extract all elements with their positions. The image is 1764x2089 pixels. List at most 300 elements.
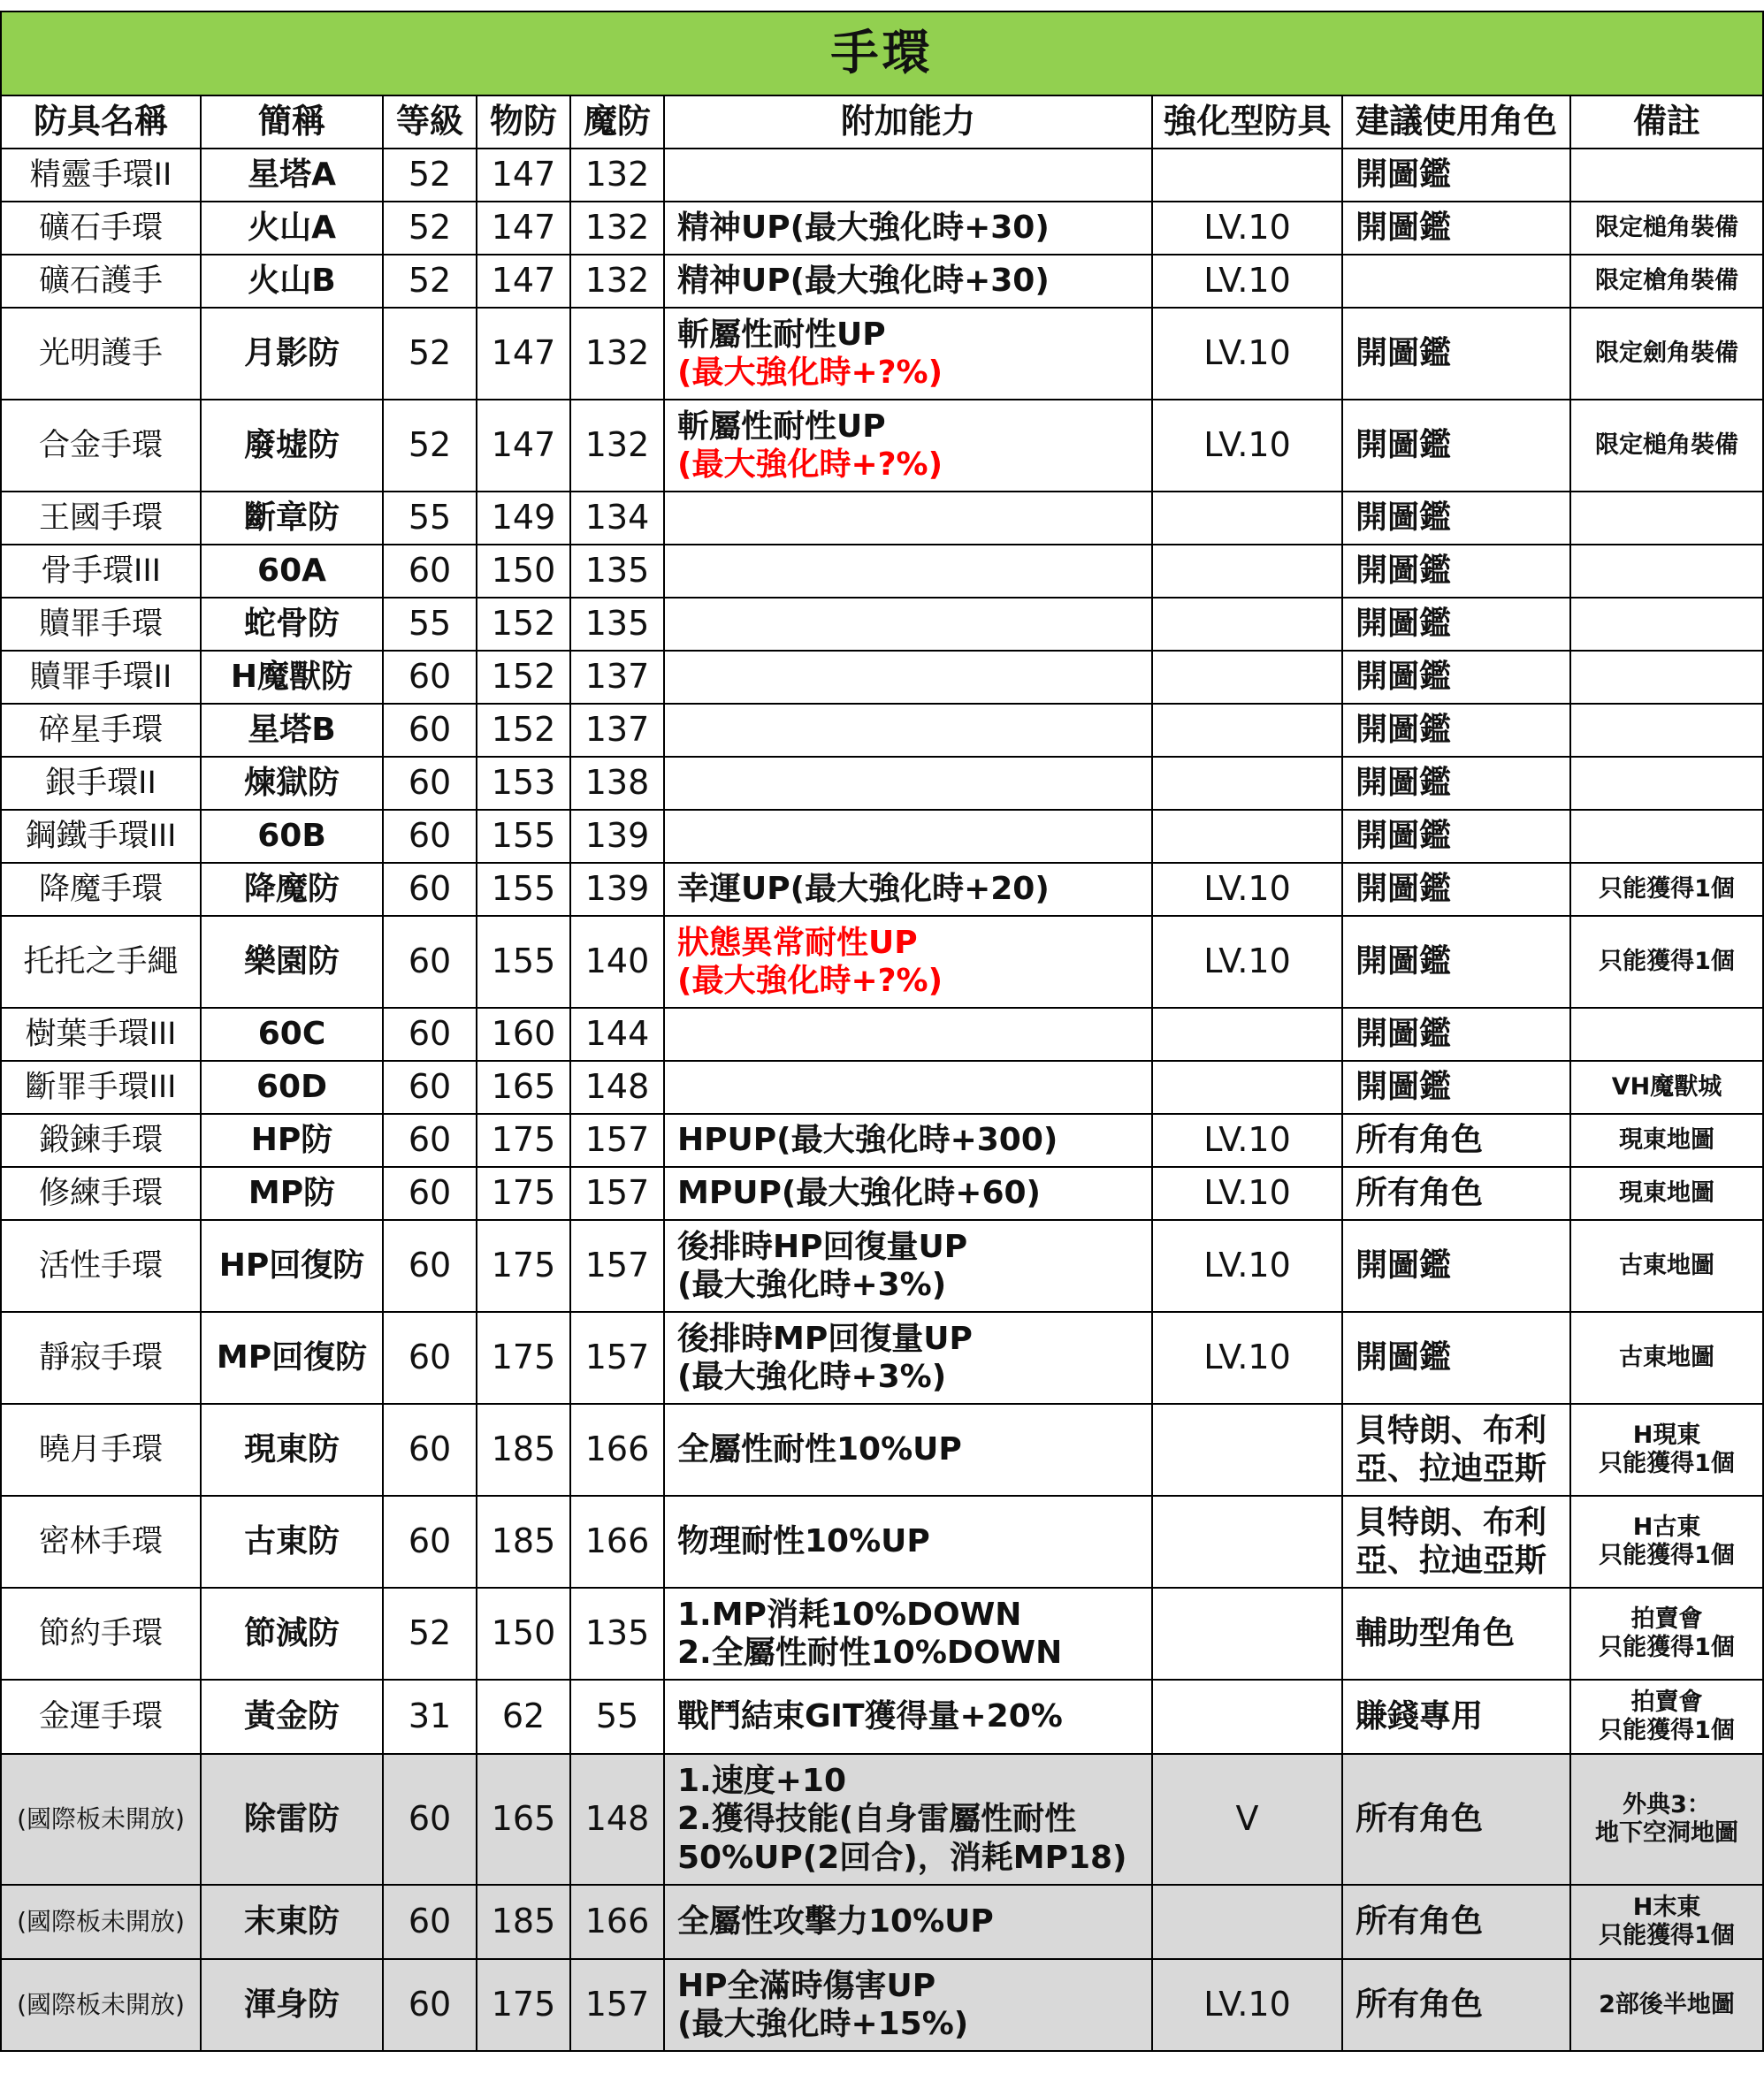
ability-cell xyxy=(664,202,1152,255)
table-row xyxy=(1,757,1763,810)
table-row xyxy=(1,308,1763,400)
ability-cell xyxy=(664,1754,1152,1885)
ability-line: 2.全屬性耐性10%DOWN xyxy=(677,1635,1063,1671)
ability-cell xyxy=(664,1680,1152,1754)
role-line: 開圖鑑 xyxy=(1355,1339,1452,1376)
physical-defense-cell: 175 xyxy=(477,1114,570,1167)
enhance-cell xyxy=(1152,810,1342,863)
ability-cell xyxy=(664,400,1152,492)
note-cell xyxy=(1570,1588,1763,1680)
abbr-cell: 廢墟防 xyxy=(201,400,383,492)
enhance-cell: V xyxy=(1152,1754,1342,1885)
ability-cell xyxy=(664,757,1152,810)
abbr-cell: MP回復防 xyxy=(201,1312,383,1404)
role-line: 所有角色 xyxy=(1355,1801,1484,1838)
armor-name-cell: 銀手環II xyxy=(1,757,201,810)
armor-name-cell: 鋼鐵手環III xyxy=(1,810,201,863)
table-row xyxy=(1,1588,1763,1680)
note-line: 只能獲得1個 xyxy=(1599,874,1735,903)
header-cell: 建議使用角色 xyxy=(1342,95,1570,149)
note-cell xyxy=(1570,916,1763,1008)
note-cell xyxy=(1570,1754,1763,1885)
note-cell xyxy=(1570,1885,1763,1959)
physical-defense-cell: 155 xyxy=(477,863,570,916)
note-cell xyxy=(1570,757,1763,810)
level-cell: 52 xyxy=(383,202,477,255)
table-row xyxy=(1,1008,1763,1061)
ability-line: (最大強化時+15%) xyxy=(677,2006,969,2042)
role-cell xyxy=(1342,1008,1570,1061)
physical-defense-cell: 175 xyxy=(477,1959,570,2051)
level-cell: 60 xyxy=(383,1496,477,1588)
physical-defense-cell: 147 xyxy=(477,202,570,255)
abbr-cell: 星塔A xyxy=(201,149,383,202)
physical-defense-cell: 175 xyxy=(477,1312,570,1404)
armor-name-cell: 密林手環 xyxy=(1,1496,201,1588)
role-cell xyxy=(1342,1496,1570,1588)
role-line: 亞、拉迪亞斯 xyxy=(1355,1451,1547,1487)
role-cell xyxy=(1342,863,1570,916)
armor-name-cell: (國際板未開放) xyxy=(1,1885,201,1959)
table-row xyxy=(1,863,1763,916)
level-cell: 60 xyxy=(383,757,477,810)
ability-cell xyxy=(664,598,1152,651)
note-line: 古東地圖 xyxy=(1619,1343,1715,1371)
level-cell: 60 xyxy=(383,916,477,1008)
role-line: 開圖鑑 xyxy=(1355,765,1452,802)
note-cell xyxy=(1570,810,1763,863)
physical-defense-cell: 150 xyxy=(477,545,570,598)
abbr-cell: 星塔B xyxy=(201,704,383,757)
role-line: 開圖鑑 xyxy=(1355,156,1452,194)
role-cell xyxy=(1342,651,1570,704)
physical-defense-cell: 150 xyxy=(477,1588,570,1680)
level-cell: 60 xyxy=(383,1061,477,1114)
magic-defense-cell: 157 xyxy=(570,1959,664,2051)
role-line: 開圖鑑 xyxy=(1355,1247,1452,1285)
ability-line: 1.MP消耗10%DOWN xyxy=(677,1596,1022,1633)
abbr-cell: 黃金防 xyxy=(201,1680,383,1754)
enhance-cell xyxy=(1152,545,1342,598)
physical-defense-cell: 155 xyxy=(477,916,570,1008)
role-cell xyxy=(1342,1167,1570,1220)
ability-cell xyxy=(664,651,1152,704)
armor-name-cell: 精靈手環II xyxy=(1,149,201,202)
table-row xyxy=(1,810,1763,863)
level-cell: 60 xyxy=(383,1220,477,1312)
magic-defense-cell: 135 xyxy=(570,545,664,598)
armor-name-cell: 節約手環 xyxy=(1,1588,201,1680)
role-cell xyxy=(1342,757,1570,810)
table-row xyxy=(1,202,1763,255)
table-row xyxy=(1,1061,1763,1114)
role-line: 開圖鑑 xyxy=(1355,818,1452,855)
role-cell xyxy=(1342,1220,1570,1312)
magic-defense-cell: 135 xyxy=(570,1588,664,1680)
role-line: 開圖鑑 xyxy=(1355,335,1452,372)
ability-line: (最大強化時+?%) xyxy=(677,446,943,483)
ability-cell xyxy=(664,704,1152,757)
enhance-cell: LV.10 xyxy=(1152,255,1342,308)
physical-defense-cell: 185 xyxy=(477,1496,570,1588)
enhance-cell xyxy=(1152,651,1342,704)
table-row xyxy=(1,1312,1763,1404)
ability-line: (最大強化時+3%) xyxy=(677,1359,947,1395)
armor-name-cell: (國際板未開放) xyxy=(1,1754,201,1885)
ability-line: 後排時MP回復量UP xyxy=(677,1320,973,1357)
magic-defense-cell: 132 xyxy=(570,202,664,255)
role-line: 開圖鑑 xyxy=(1355,1069,1452,1106)
level-cell: 60 xyxy=(383,1404,477,1496)
level-cell: 60 xyxy=(383,1167,477,1220)
table-row xyxy=(1,1496,1763,1588)
table-row xyxy=(1,598,1763,651)
note-cell xyxy=(1570,651,1763,704)
magic-defense-cell: 132 xyxy=(570,400,664,492)
table-row xyxy=(1,1114,1763,1167)
note-line: 拍賣會 xyxy=(1630,1688,1703,1716)
table-row xyxy=(1,1959,1763,2051)
header-cell: 物防 xyxy=(477,95,570,149)
note-cell xyxy=(1570,1114,1763,1167)
physical-defense-cell: 165 xyxy=(477,1754,570,1885)
physical-defense-cell: 153 xyxy=(477,757,570,810)
enhance-cell xyxy=(1152,1404,1342,1496)
enhance-cell xyxy=(1152,757,1342,810)
role-line: 開圖鑑 xyxy=(1355,210,1452,247)
table-row xyxy=(1,1404,1763,1496)
ability-line: HP全滿時傷害UP xyxy=(677,1967,936,2004)
table-row xyxy=(1,545,1763,598)
table-row xyxy=(1,255,1763,308)
note-line: 限定槌角裝備 xyxy=(1595,431,1739,459)
armor-name-cell: 樹葉手環III xyxy=(1,1008,201,1061)
armor-name-cell: 礦石手環 xyxy=(1,202,201,255)
level-cell: 60 xyxy=(383,1959,477,2051)
ability-line: 全屬性耐性10%UP xyxy=(677,1431,962,1468)
physical-defense-cell: 152 xyxy=(477,704,570,757)
enhance-cell: LV.10 xyxy=(1152,1959,1342,2051)
abbr-cell: 除雷防 xyxy=(201,1754,383,1885)
table-row xyxy=(1,400,1763,492)
role-cell xyxy=(1342,1754,1570,1885)
abbr-cell: 斷章防 xyxy=(201,492,383,545)
role-line: 所有角色 xyxy=(1355,1122,1484,1159)
role-line: 開圖鑑 xyxy=(1355,659,1452,696)
enhance-cell xyxy=(1152,1496,1342,1588)
magic-defense-cell: 166 xyxy=(570,1404,664,1496)
note-cell xyxy=(1570,492,1763,545)
level-cell: 60 xyxy=(383,1008,477,1061)
level-cell: 52 xyxy=(383,255,477,308)
header-cell: 等級 xyxy=(383,95,477,149)
note-line: 只能獲得1個 xyxy=(1599,1717,1735,1744)
note-line: 限定劍角裝備 xyxy=(1595,339,1739,367)
note-line: 限定槌角裝備 xyxy=(1595,213,1739,241)
role-cell xyxy=(1342,492,1570,545)
magic-defense-cell: 55 xyxy=(570,1680,664,1754)
role-cell xyxy=(1342,1114,1570,1167)
role-line: 開圖鑑 xyxy=(1355,499,1452,537)
abbr-cell: 月影防 xyxy=(201,308,383,400)
ability-cell xyxy=(664,1220,1152,1312)
note-line: H古東 xyxy=(1632,1513,1701,1541)
ability-line: 狀態異常耐性UP xyxy=(677,924,918,961)
physical-defense-cell: 147 xyxy=(477,308,570,400)
note-line: VH魔獸城 xyxy=(1611,1072,1722,1101)
ability-cell xyxy=(664,1404,1152,1496)
note-line: 只能獲得1個 xyxy=(1599,1634,1735,1661)
abbr-cell: 60C xyxy=(201,1008,383,1061)
magic-defense-cell: 132 xyxy=(570,149,664,202)
role-line: 開圖鑑 xyxy=(1355,553,1452,590)
armor-name-cell: 合金手環 xyxy=(1,400,201,492)
role-cell xyxy=(1342,1061,1570,1114)
enhance-cell xyxy=(1152,492,1342,545)
enhance-cell xyxy=(1152,598,1342,651)
level-cell: 55 xyxy=(383,492,477,545)
ability-line: 1.速度+10 xyxy=(677,1763,846,1800)
note-line: 古東地圖 xyxy=(1619,1251,1715,1279)
abbr-cell: 火山A xyxy=(201,202,383,255)
magic-defense-cell: 148 xyxy=(570,1061,664,1114)
ability-cell xyxy=(664,1588,1152,1680)
level-cell: 31 xyxy=(383,1680,477,1754)
enhance-cell: LV.10 xyxy=(1152,308,1342,400)
physical-defense-cell: 155 xyxy=(477,810,570,863)
level-cell: 52 xyxy=(383,149,477,202)
ability-line: 50%UP(2回合)，消耗MP18) xyxy=(677,1839,1127,1876)
ability-cell xyxy=(664,492,1152,545)
level-cell: 55 xyxy=(383,598,477,651)
enhance-cell xyxy=(1152,1588,1342,1680)
table-row xyxy=(1,1680,1763,1754)
ability-line: 幸運UP(最大強化時+20) xyxy=(677,871,1050,908)
magic-defense-cell: 157 xyxy=(570,1167,664,1220)
magic-defense-cell: 166 xyxy=(570,1885,664,1959)
magic-defense-cell: 132 xyxy=(570,308,664,400)
note-cell xyxy=(1570,1061,1763,1114)
note-line: 拍賣會 xyxy=(1630,1605,1703,1633)
ability-line: 後排時HP回復量UP xyxy=(677,1228,968,1265)
ability-line: (最大強化時+?%) xyxy=(677,963,943,999)
armor-name-cell: 王國手環 xyxy=(1,492,201,545)
note-line: H現東 xyxy=(1632,1421,1701,1449)
magic-defense-cell: 132 xyxy=(570,255,664,308)
level-cell: 60 xyxy=(383,1754,477,1885)
enhance-cell: LV.10 xyxy=(1152,863,1342,916)
armor-name-cell: 斷罪手環III xyxy=(1,1061,201,1114)
ability-line: 全屬性攻擊力10%UP xyxy=(677,1903,994,1940)
enhance-cell: LV.10 xyxy=(1152,400,1342,492)
armor-name-cell: 光明護手 xyxy=(1,308,201,400)
header-cell: 備註 xyxy=(1570,95,1763,149)
armor-name-cell: 修練手環 xyxy=(1,1167,201,1220)
note-cell xyxy=(1570,1312,1763,1404)
level-cell: 60 xyxy=(383,1114,477,1167)
ability-cell xyxy=(664,308,1152,400)
level-cell: 60 xyxy=(383,545,477,598)
physical-defense-cell: 147 xyxy=(477,400,570,492)
role-line: 輔助型角色 xyxy=(1355,1615,1516,1652)
note-cell xyxy=(1570,863,1763,916)
role-cell xyxy=(1342,149,1570,202)
ability-cell xyxy=(664,1312,1152,1404)
armor-name-cell: 礦石護手 xyxy=(1,255,201,308)
abbr-cell: 蛇骨防 xyxy=(201,598,383,651)
enhance-cell: LV.10 xyxy=(1152,1312,1342,1404)
level-cell: 60 xyxy=(383,810,477,863)
role-cell xyxy=(1342,545,1570,598)
enhance-cell: LV.10 xyxy=(1152,202,1342,255)
abbr-cell: 樂園防 xyxy=(201,916,383,1008)
note-cell xyxy=(1570,1167,1763,1220)
magic-defense-cell: 140 xyxy=(570,916,664,1008)
level-cell: 60 xyxy=(383,704,477,757)
level-cell: 52 xyxy=(383,400,477,492)
magic-defense-cell: 157 xyxy=(570,1312,664,1404)
note-line: 現東地圖 xyxy=(1619,1178,1715,1207)
note-line: 現東地圖 xyxy=(1619,1125,1715,1154)
magic-defense-cell: 139 xyxy=(570,863,664,916)
role-cell xyxy=(1342,308,1570,400)
note-line: 只能獲得1個 xyxy=(1599,1450,1735,1477)
physical-defense-cell: 149 xyxy=(477,492,570,545)
level-cell: 60 xyxy=(383,1885,477,1959)
level-cell: 60 xyxy=(383,1312,477,1404)
abbr-cell: 60D xyxy=(201,1061,383,1114)
armor-name-cell: 贖罪手環II xyxy=(1,651,201,704)
armor-name-cell: 碎星手環 xyxy=(1,704,201,757)
title-row xyxy=(1,11,1763,95)
enhance-cell xyxy=(1152,149,1342,202)
role-cell xyxy=(1342,1680,1570,1754)
note-cell xyxy=(1570,1496,1763,1588)
magic-defense-cell: 137 xyxy=(570,651,664,704)
physical-defense-cell: 152 xyxy=(477,598,570,651)
note-line: 2部後半地圖 xyxy=(1599,1990,1735,2018)
table-row xyxy=(1,1885,1763,1959)
role-line: 開圖鑑 xyxy=(1355,712,1452,749)
note-cell xyxy=(1570,400,1763,492)
table-row xyxy=(1,1167,1763,1220)
header-cell: 防具名稱 xyxy=(1,95,201,149)
role-line: 所有角色 xyxy=(1355,1903,1484,1940)
role-line: 所有角色 xyxy=(1355,1175,1484,1212)
ability-cell xyxy=(664,810,1152,863)
role-cell xyxy=(1342,810,1570,863)
ability-line: (最大強化時+?%) xyxy=(677,355,943,391)
note-line: 地下空洞地圖 xyxy=(1595,1819,1739,1847)
role-line: 開圖鑑 xyxy=(1355,871,1452,908)
physical-defense-cell: 175 xyxy=(477,1167,570,1220)
magic-defense-cell: 135 xyxy=(570,598,664,651)
abbr-cell: 末東防 xyxy=(201,1885,383,1959)
physical-defense-cell: 175 xyxy=(477,1220,570,1312)
note-line: 外典3： xyxy=(1623,1790,1711,1818)
armor-name-cell: 降魔手環 xyxy=(1,863,201,916)
table-row xyxy=(1,149,1763,202)
header-cell: 強化型防具 xyxy=(1152,95,1342,149)
ability-line: (最大強化時+3%) xyxy=(677,1267,947,1303)
abbr-cell: 節減防 xyxy=(201,1588,383,1680)
enhance-cell xyxy=(1152,1008,1342,1061)
ability-cell xyxy=(664,1061,1152,1114)
note-line: 只能獲得1個 xyxy=(1599,1542,1735,1569)
role-cell xyxy=(1342,400,1570,492)
magic-defense-cell: 144 xyxy=(570,1008,664,1061)
magic-defense-cell: 137 xyxy=(570,704,664,757)
role-line: 所有角色 xyxy=(1355,1986,1484,2024)
role-cell xyxy=(1342,1404,1570,1496)
physical-defense-cell: 185 xyxy=(477,1885,570,1959)
magic-defense-cell: 138 xyxy=(570,757,664,810)
armor-name-cell: 靜寂手環 xyxy=(1,1312,201,1404)
note-line: 只能獲得1個 xyxy=(1599,947,1735,975)
table-row xyxy=(1,1220,1763,1312)
note-cell xyxy=(1570,202,1763,255)
enhance-cell: LV.10 xyxy=(1152,1167,1342,1220)
role-line: 開圖鑑 xyxy=(1355,943,1452,980)
enhance-cell: LV.10 xyxy=(1152,916,1342,1008)
header-cell: 魔防 xyxy=(570,95,664,149)
level-cell: 60 xyxy=(383,651,477,704)
abbr-cell: 60A xyxy=(201,545,383,598)
note-cell xyxy=(1570,704,1763,757)
enhance-cell xyxy=(1152,1680,1342,1754)
enhance-cell xyxy=(1152,704,1342,757)
role-cell xyxy=(1342,704,1570,757)
level-cell: 52 xyxy=(383,308,477,400)
armor-name-cell: 骨手環III xyxy=(1,545,201,598)
physical-defense-cell: 165 xyxy=(477,1061,570,1114)
role-line: 開圖鑑 xyxy=(1355,1016,1452,1053)
role-line: 開圖鑑 xyxy=(1355,427,1452,464)
note-cell xyxy=(1570,255,1763,308)
ability-line: 精神UP(最大強化時+30) xyxy=(677,210,1050,247)
role-cell xyxy=(1342,255,1570,308)
physical-defense-cell: 147 xyxy=(477,255,570,308)
role-cell xyxy=(1342,1312,1570,1404)
ability-cell xyxy=(664,1114,1152,1167)
ability-line: 戰鬥結束GIT獲得量+20% xyxy=(677,1698,1063,1735)
ability-line: 物理耐性10%UP xyxy=(677,1523,930,1560)
armor-name-cell: (國際板未開放) xyxy=(1,1959,201,2051)
armor-name-cell: 鍛鍊手環 xyxy=(1,1114,201,1167)
role-cell xyxy=(1342,598,1570,651)
ability-cell xyxy=(664,1008,1152,1061)
ability-line: 斬屬性耐性UP xyxy=(677,316,886,353)
enhance-cell xyxy=(1152,1885,1342,1959)
enhance-cell: LV.10 xyxy=(1152,1220,1342,1312)
ability-line: MPUP(最大強化時+60) xyxy=(677,1175,1041,1212)
armor-name-cell: 托托之手繩 xyxy=(1,916,201,1008)
table-row xyxy=(1,916,1763,1008)
table-row xyxy=(1,651,1763,704)
note-line: 只能獲得1個 xyxy=(1599,1922,1735,1949)
abbr-cell: 古東防 xyxy=(201,1496,383,1588)
ability-cell xyxy=(664,545,1152,598)
armor-name-cell: 曉月手環 xyxy=(1,1404,201,1496)
ability-line: 斬屬性耐性UP xyxy=(677,408,886,445)
header-row xyxy=(1,95,1763,149)
physical-defense-cell: 147 xyxy=(477,149,570,202)
magic-defense-cell: 157 xyxy=(570,1114,664,1167)
armor-name-cell: 金運手環 xyxy=(1,1680,201,1754)
note-cell xyxy=(1570,308,1763,400)
table-row xyxy=(1,704,1763,757)
abbr-cell: 渾身防 xyxy=(201,1959,383,2051)
